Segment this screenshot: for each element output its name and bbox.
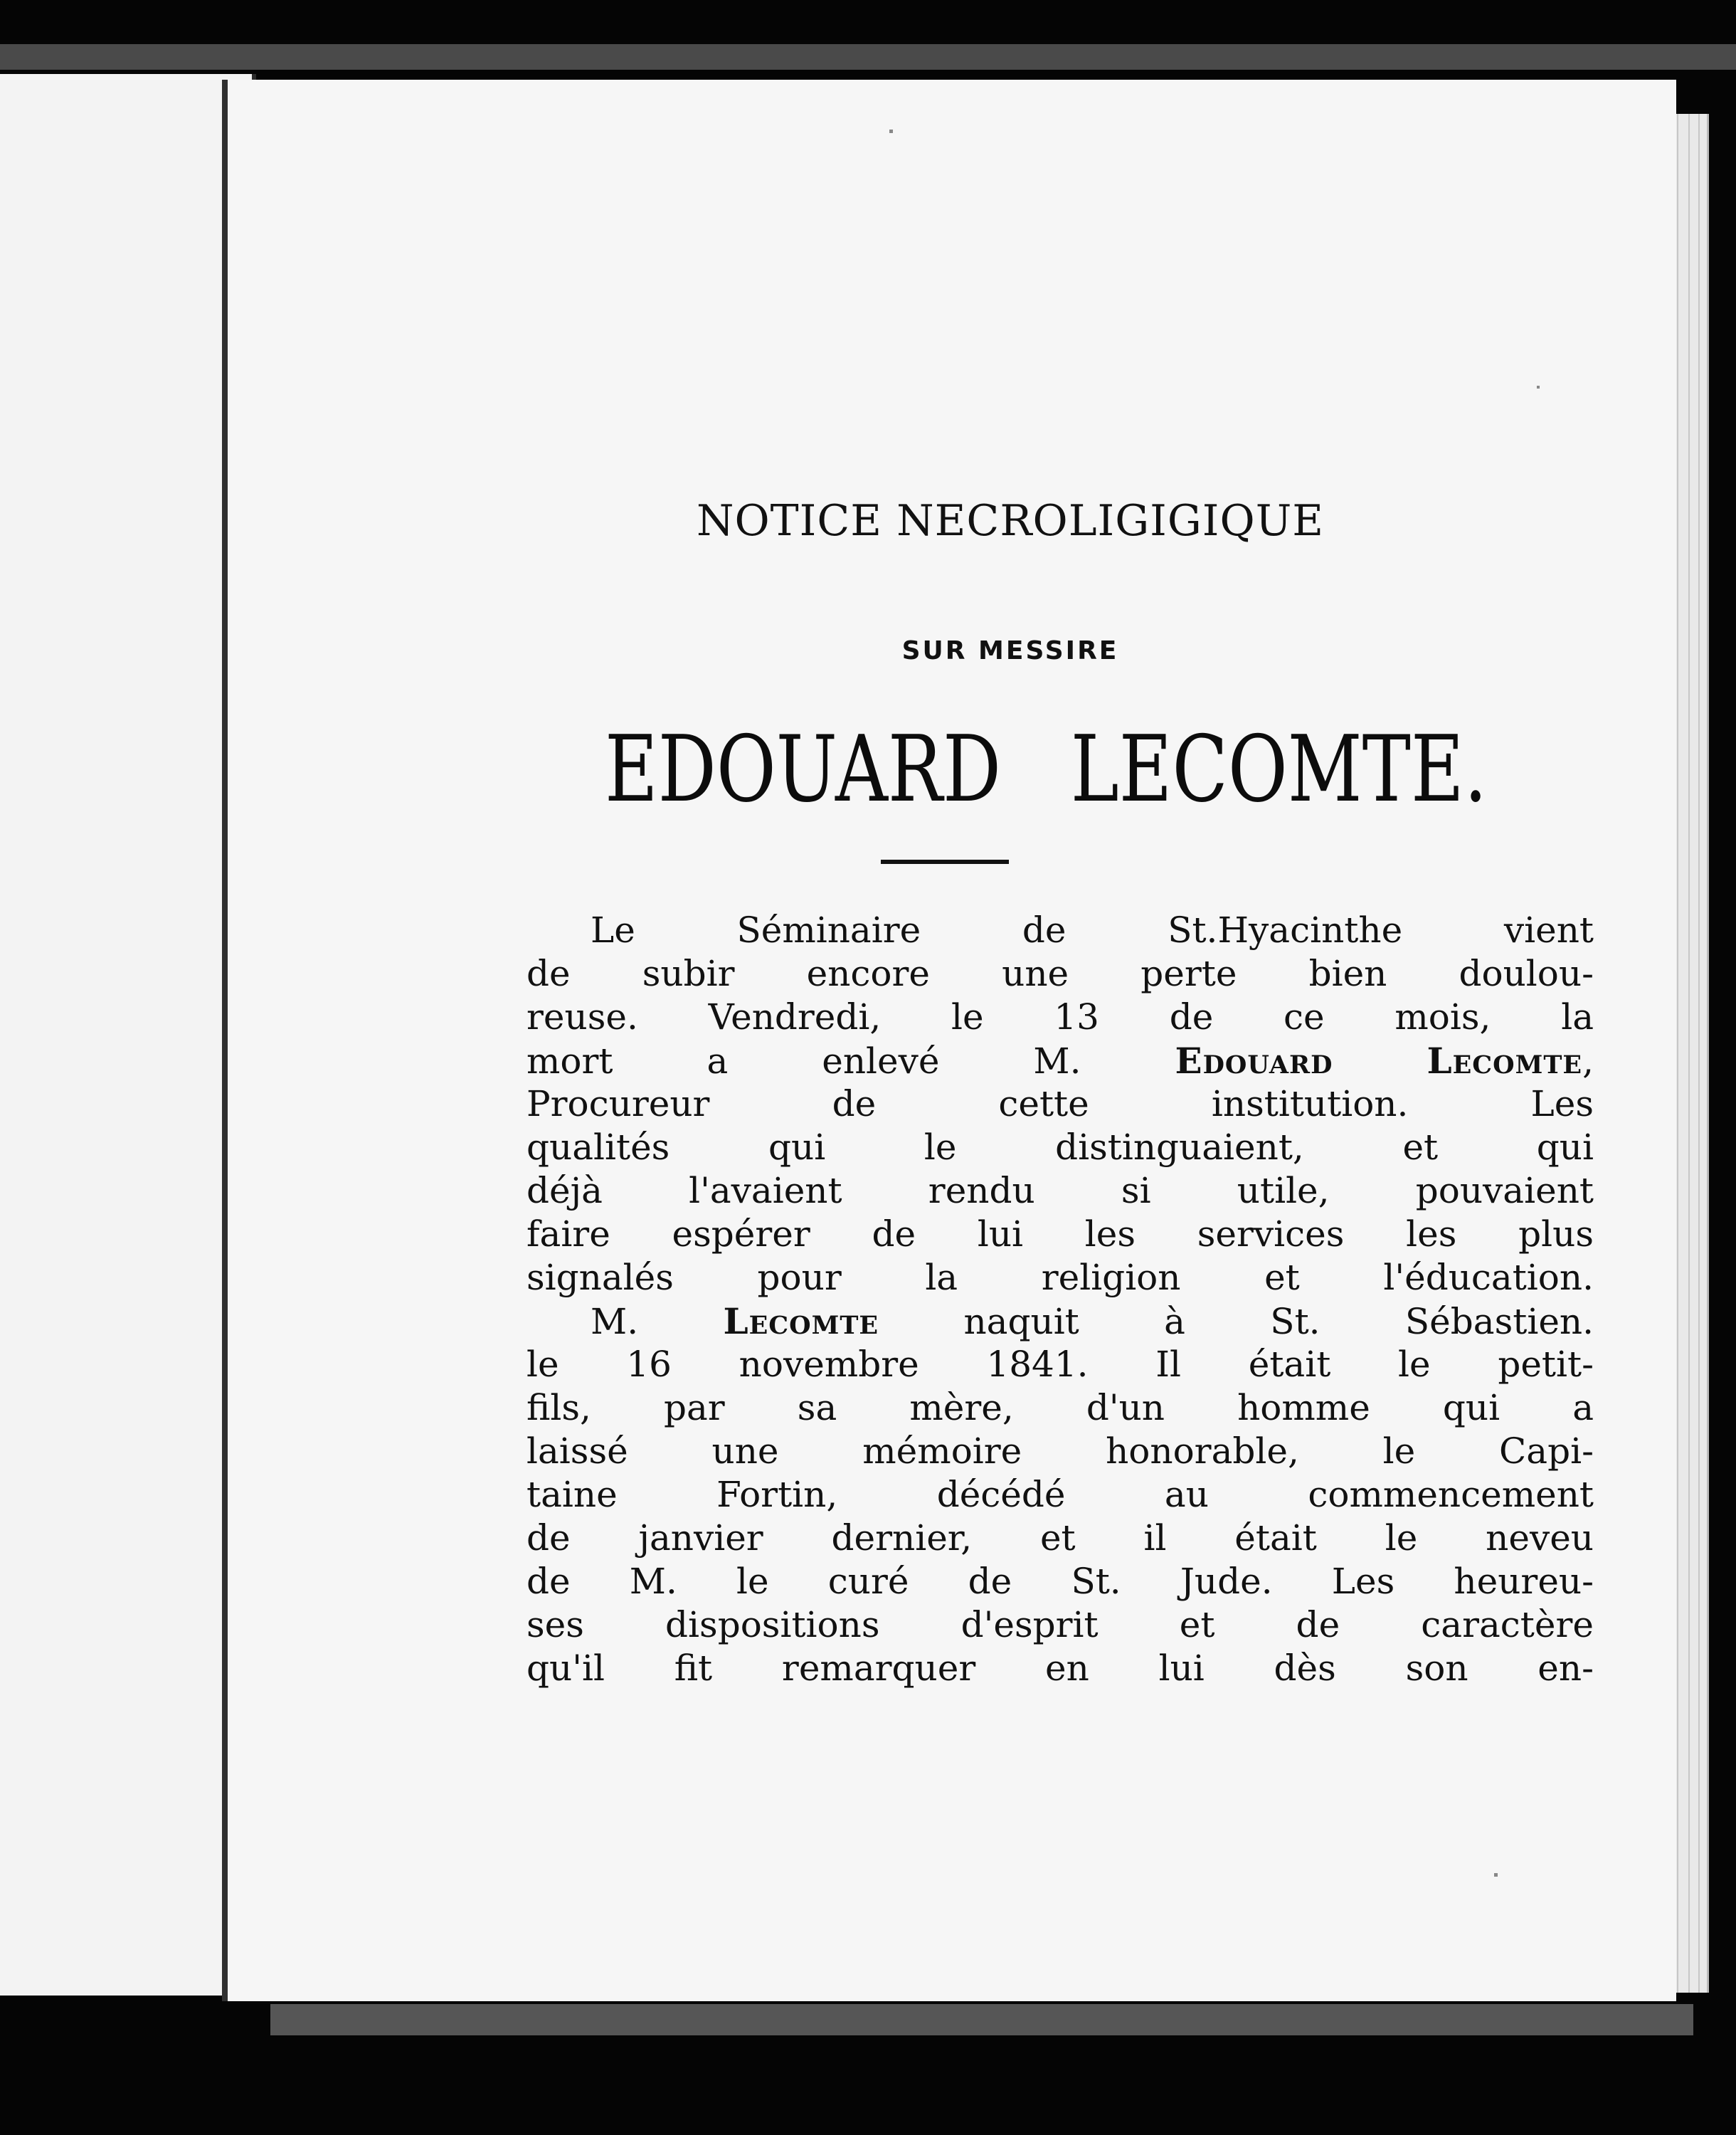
text-line: déjà l'avaient rendu si utile, pouvaient <box>526 1170 1594 1211</box>
text-line: laissé une mémoire honorable, le Capi- <box>526 1430 1594 1472</box>
text-line: qualités qui le distinguaient, et qui <box>526 1127 1594 1168</box>
notice-subtitle: SUR MESSIRE <box>901 636 1119 665</box>
top-book-edge <box>0 44 1736 70</box>
scan-speck <box>1537 386 1540 389</box>
text-line <box>526 1300 1594 1343</box>
text-line: de janvier dernier, et il était le neveu <box>526 1517 1594 1559</box>
scan-speck <box>889 130 893 133</box>
text-line: taine Fortin, décédé au commencement <box>526 1474 1594 1515</box>
text-line <box>526 1039 1594 1082</box>
page-edge-line <box>1688 114 1690 1993</box>
text-line: fils, par sa mère, d'un homme qui a <box>526 1387 1594 1428</box>
text-line: de M. le curé de St. Jude. Les heureu- <box>526 1561 1594 1602</box>
text-line: ses dispositions d'esprit et de caractère <box>526 1604 1594 1645</box>
text-line: faire espérer de lui les services les plus <box>526 1213 1594 1255</box>
text-segment: mort a enlevé M. <box>526 1040 1175 1082</box>
page-edge-line <box>1677 114 1678 1993</box>
right-page <box>222 80 1676 2001</box>
name-first: EDOUARD <box>605 717 1002 823</box>
separator-rule <box>881 860 1009 864</box>
page-edge-line <box>1698 114 1700 1993</box>
name-last: LECOMTE. <box>1070 717 1488 823</box>
text-line: signalés pour la religion et l'éducation. <box>526 1257 1594 1298</box>
name-small-caps: Edouard <box>1175 1040 1333 1082</box>
name-small-caps: Lecomte <box>1427 1040 1583 1082</box>
text-line: le 16 novembre 1841. Il était le petit- <box>526 1344 1594 1385</box>
text-line: reuse. Vendredi, le 13 de ce mois, la <box>526 996 1594 1038</box>
deceased-name <box>605 710 1488 831</box>
text-segment: M. <box>591 1301 724 1342</box>
text-line: Procureur de cette institution. Les <box>526 1083 1594 1124</box>
name-small-caps: Lecomte <box>723 1300 879 1342</box>
left-page <box>0 74 256 1996</box>
bottom-book-edge <box>270 2004 1693 2035</box>
paragraph-2 <box>526 1300 1594 1690</box>
text-segment: naquit à St. Sébastien. <box>879 1301 1594 1342</box>
text-line: qu'il fit remarquer en lui dès son en- <box>526 1648 1594 1689</box>
text-line: Le Séminaire de St.Hyacinthe vient <box>591 910 1594 951</box>
scan-speck <box>1494 1873 1498 1877</box>
notice-title: NOTICE NECROLIGIGIQUE <box>696 496 1325 546</box>
text-line: de subir encore une perte bien doulou- <box>526 953 1594 994</box>
body-text <box>526 909 1594 1690</box>
paragraph-1 <box>526 909 1594 1300</box>
text-segment <box>1333 1040 1427 1082</box>
text-segment: , <box>1582 1040 1594 1082</box>
